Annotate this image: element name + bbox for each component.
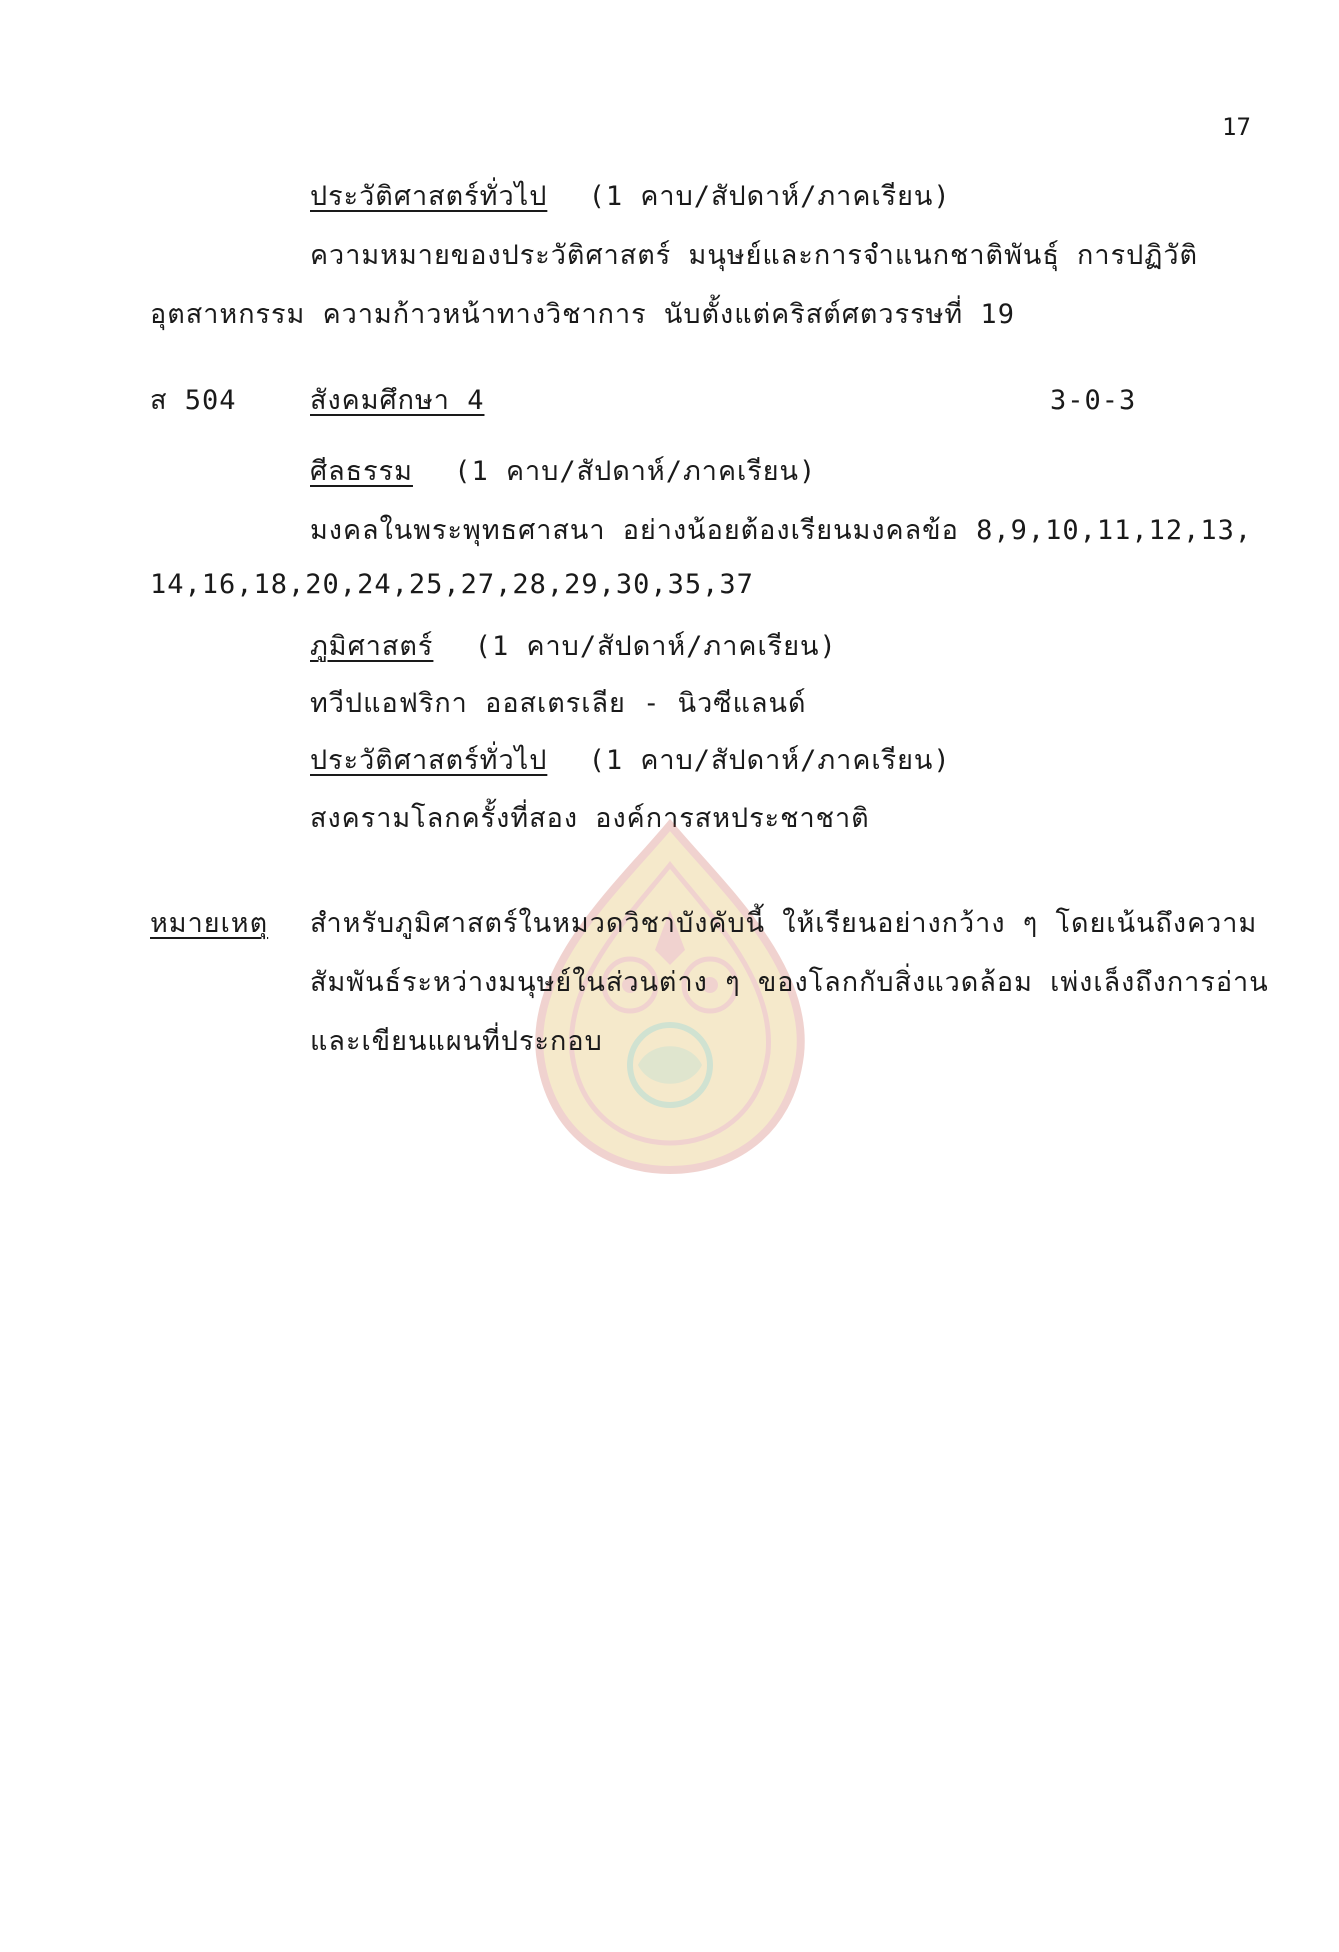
remark-line-3: และเขียนแผนที่ประกอบ	[310, 1026, 603, 1057]
page-number: 17	[1222, 113, 1251, 141]
history-heading-note: (1 คาบ/สัปดาห์/ภาคเรียน)	[588, 181, 951, 212]
history2-description-line-1: สงครามโลกครั้งที่สอง องค์การสหประชาชาติ	[310, 803, 870, 834]
history2-heading-text: ประวัติศาสตร์ทั่วไป	[310, 745, 548, 776]
section-heading-history-general-2	[310, 744, 951, 778]
remark-label	[150, 907, 268, 941]
geography-heading-note: (1 คาบ/สัปดาห์/ภาคเรียน)	[474, 631, 837, 662]
section-heading-geography	[310, 630, 837, 664]
course-title	[310, 384, 484, 418]
morality-description-line-2: 14,16,18,20,24,25,27,28,29,30,35,37	[150, 569, 754, 600]
remark-label-text: หมายเหตุ	[150, 908, 269, 939]
history-heading-text: ประวัติศาสตร์ทั่วไป	[310, 181, 548, 212]
morality-heading-note: (1 คาบ/สัปดาห์/ภาคเรียน)	[454, 456, 817, 487]
geography-heading-text: ภูมิศาสตร์	[310, 631, 434, 662]
morality-description-line-1: มงคลในพระพุทธศาสนา อย่างน้อยต้องเรียนมงคลข้อ 8,9,10,11,12,13,	[310, 515, 1253, 546]
geography-description-line-1: ทวีปแอฟริกา ออสเตรเลีย - นิวซีแลนด์	[310, 688, 807, 719]
remark-line-2: สัมพันธ์ระหว่างมนุษย์ในส่วนต่าง ๆ ของโลกกับสิ่งแวดล้อม เพ่งเล็งถึงการอ่าน	[310, 967, 1269, 998]
section-heading-history-general	[310, 180, 951, 214]
course-credits: 3-0-3	[1050, 385, 1137, 416]
history-description-line-2: อุตสาหกรรม ความก้าวหน้าทางวิชาการ นับตั้งแต่คริสต์ศตวรรษที่ 19	[150, 299, 1015, 330]
morality-heading-text: ศีลธรรม	[310, 456, 413, 487]
remark-line-1: สำหรับภูมิศาสตร์ในหมวดวิชาบังคับนี้ ให้เรียนอย่างกว้าง ๆ โดยเน้นถึงความ	[310, 908, 1258, 939]
course-code: ส 504	[150, 385, 237, 416]
history-description-line-1: ความหมายของประวัติศาสตร์ มนุษย์และการจำแนกชาติพันธุ์ การปฏิวัติ	[310, 240, 1199, 271]
section-heading-morality	[310, 455, 816, 489]
history2-heading-note: (1 คาบ/สัปดาห์/ภาคเรียน)	[588, 745, 951, 776]
course-title-text: สังคมศึกษา 4	[310, 385, 485, 416]
